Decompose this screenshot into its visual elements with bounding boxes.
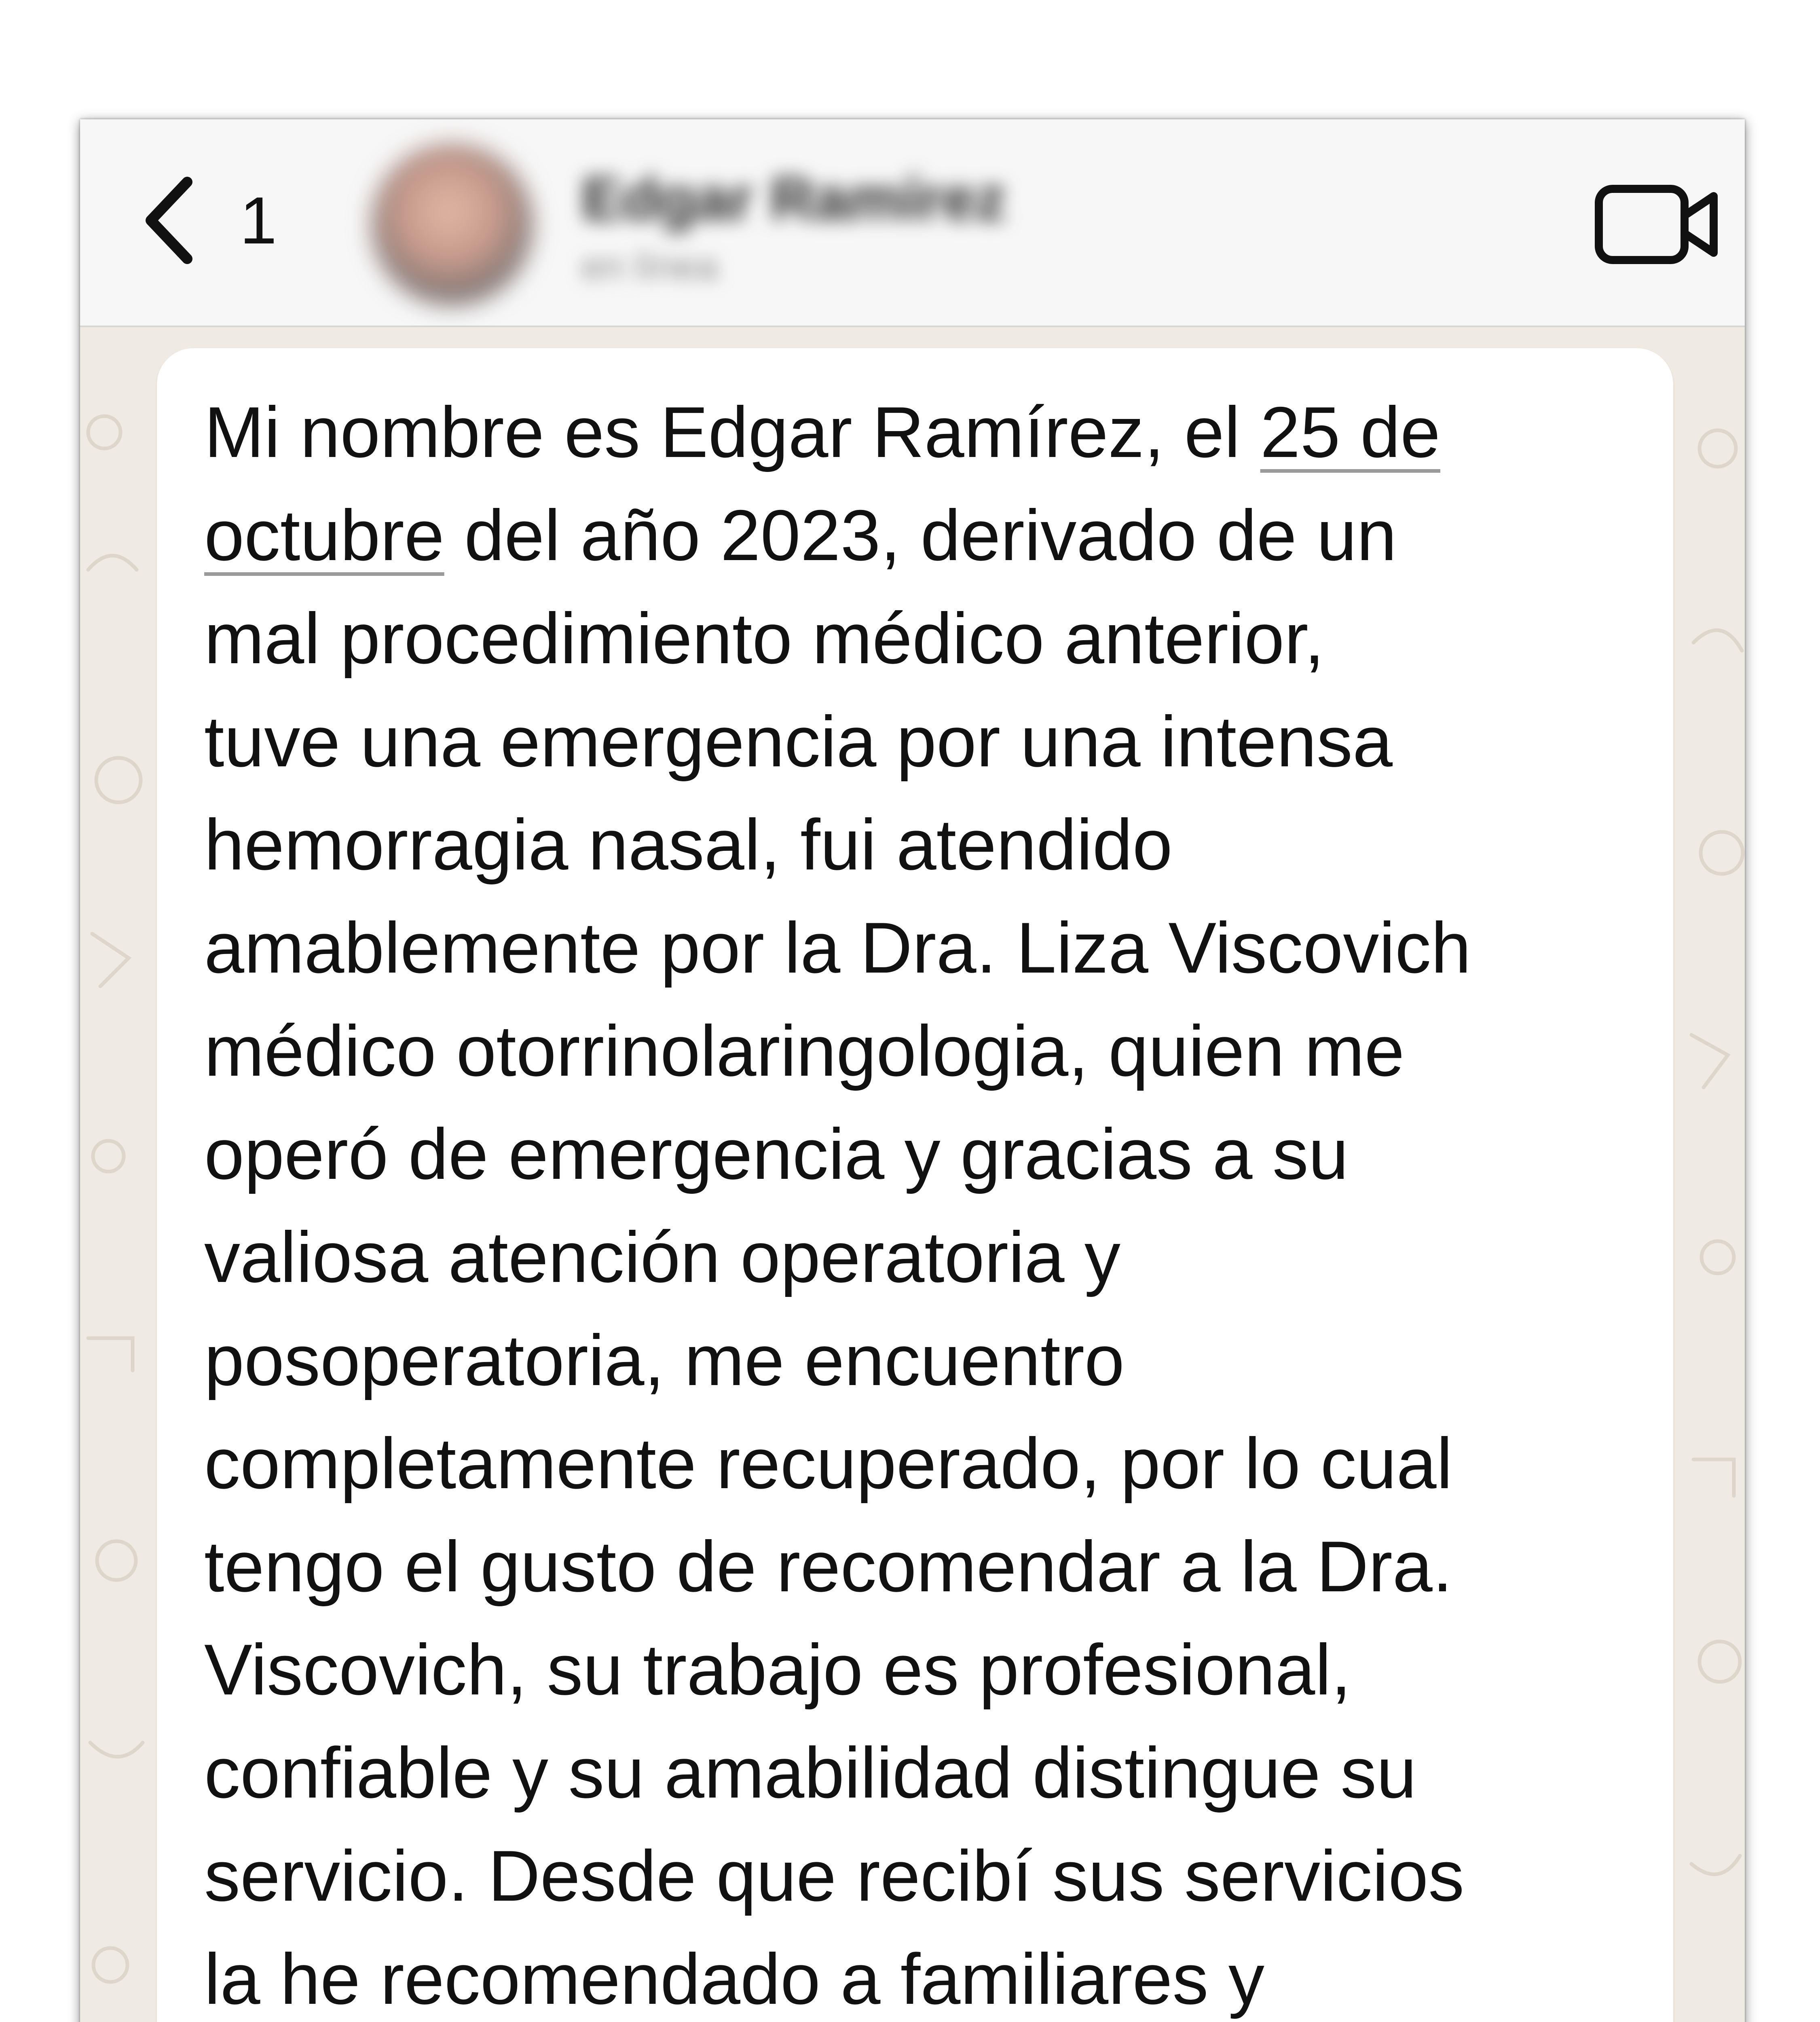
chevron-left-icon xyxy=(137,176,201,265)
contact-status: en línea xyxy=(581,245,719,288)
message-line: posoperatoria, me encuentro xyxy=(204,1320,1125,1400)
message-line: operó de emergencia y gracias a su xyxy=(204,1114,1349,1194)
unread-count[interactable]: 1 xyxy=(240,183,277,258)
date-link[interactable]: 25 de xyxy=(1260,392,1441,472)
message-line: Mi nombre es Edgar Ramírez, el 25 de xyxy=(204,392,1441,472)
message-line: confiable y su amabilidad distingue su xyxy=(204,1732,1417,1813)
message-line: médico otorrinolaringologia, quien me xyxy=(204,1011,1405,1091)
message-line: tuve una emergencia por una intensa xyxy=(204,701,1393,782)
contact-name[interactable]: Edgar Ramírez xyxy=(581,165,1006,233)
date-link[interactable]: octubre xyxy=(204,495,444,575)
message-line: tengo el gusto de recomendar a la Dra. xyxy=(204,1526,1453,1607)
message-line: octubre del año 2023, derivado de un xyxy=(204,495,1397,575)
message-line: Viscovich, su trabajo es profesional, xyxy=(204,1629,1351,1710)
back-button[interactable] xyxy=(137,176,226,265)
message-bubble[interactable] xyxy=(157,348,1673,2022)
message-line: amablemente por la Dra. Liza Viscovich xyxy=(204,907,1471,988)
message-line: mal procedimiento médico anterior, xyxy=(204,598,1325,679)
message-line: valiosa atención operatoria y xyxy=(204,1217,1120,1297)
message-text xyxy=(204,381,1644,2022)
chat-area[interactable] xyxy=(80,327,1745,2022)
video-camera-icon[interactable] xyxy=(1593,180,1723,269)
avatar[interactable] xyxy=(371,144,533,305)
message-line: hemorragia nasal, fui atendido xyxy=(204,804,1173,885)
chat-header xyxy=(80,119,1745,327)
chat-window xyxy=(80,119,1745,2022)
message-line: servicio. Desde que recibí sus servicios xyxy=(204,1836,1465,1916)
message-line: la he recomendado a familiares y xyxy=(204,1939,1264,2019)
message-line: completamente recuperado, por lo cual xyxy=(204,1423,1453,1504)
